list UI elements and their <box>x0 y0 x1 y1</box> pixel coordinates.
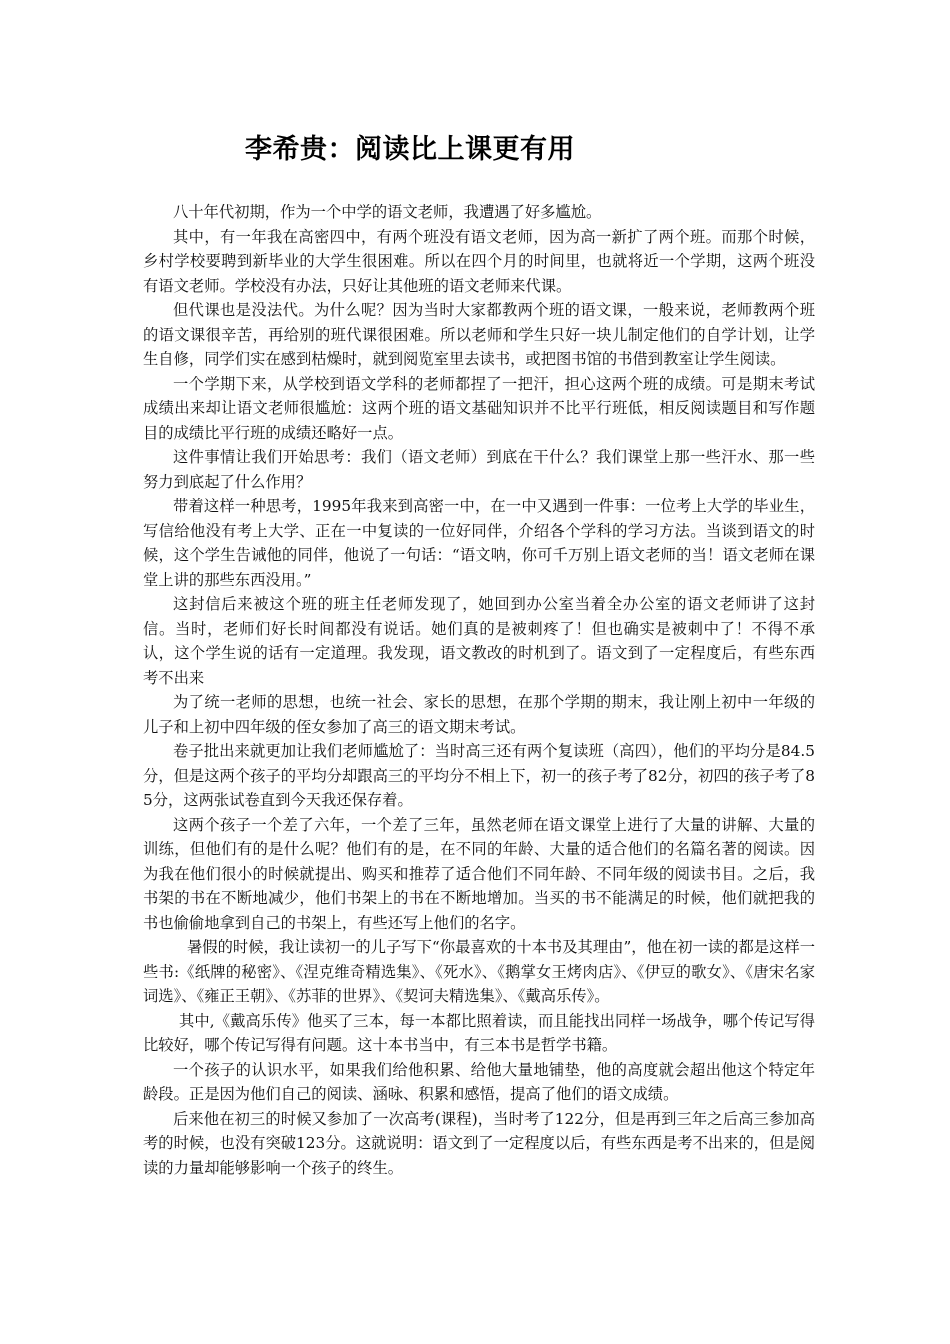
paragraph: 一个学期下来，从学校到语文学科的老师都捏了一把汗，担心这两个班的成绩。可是期末考试成绩出来却让语文老师很尴尬：这两个班的语文基础知识并不比平行班低，相反阅读题目和写作题目的成绩比平行班的成绩还略好一点。 <box>143 374 815 442</box>
paragraph: 八十年代初期，作为一个中学的语文老师，我遭遇了好多尴尬。 <box>173 203 602 221</box>
paragraph: 这两个孩子一个差了六年，一个差了三年，虽然老师在语文课堂上进行了大量的讲解、大量的训练，但他们有的是什么呢？他们有的是，在不同的年龄、大量的适合他们的名篇名著的阅读。因为我在他们很小的时候就提出、购买和推荐了适合他们不同年龄、不同年级的阅读书目。之后，我书架的书在不断地减少，他们书架上的书在不断地增加。当买的书不能满足的时候，他们就把我的书也偷偷地拿到自己的书架上，有些还写上他们的名字。 <box>143 815 815 932</box>
paragraph: 带着这样一种思考，1995年我来到高密一中，在一中又遇到一件事：一位考上大学的毕业生，写信给他没有考上大学、正在一中复读的一位好同伴，介绍各个学科的学习方法。当谈到语文的时候，这个学生告诫他的同伴，他说了一句话：“语文呐，你可千万别上语文老师的当！语文老师在课堂上讲的那些东西没用。” <box>143 497 815 589</box>
paragraph: 暑假的时候，我让读初一的儿子写下“你最喜欢的十本书及其理由”，他在初一读的都是这样一些书:《纸牌的秘密》、《涅克维奇精选集》、《死水》、《鹅掌女王烤肉店》、《伊豆的歌女》、《唐宋名家词选》、《雍正王朝》、《苏菲的世界》、《契诃夫精选集》、《戴高乐传》。 <box>143 938 815 1005</box>
paragraph: 后来他在初三的时候又参加了一次高考(课程)，当时考了122分，但是再到三年之后高三参加高考的时候，也没有突破123分。这就说明：语文到了一定程度以后，有些东西是考不出来的，但是阅读的力量却能够影响一个孩子的终生。 <box>143 1109 815 1177</box>
paragraph: 但代课也是没法代。为什么呢？因为当时大家都教两个班的语文课，一般来说，老师教两个班的语文课很辛苦，再给别的班代课很困难。所以老师和学生只好一块儿制定他们的自学计划，让学生自修，同学们实在感到枯燥时，就到阅览室里去读书，或把图书馆的书借到教室让学生阅读。 <box>143 301 815 368</box>
paragraph: 卷子批出来就更加让我们老师尴尬了：当时高三还有两个复读班（高四），他们的平均分是84.5分，但是这两个孩子的平均分却跟高三的平均分不相上下，初一的孩子考了82分，初四的孩子考了85分，这两张试卷直到今天我还保存着。 <box>143 742 815 809</box>
paragraph: 其中，有一年我在高密四中，有两个班没有语文老师，因为高一新扩了两个班。而那个时候，乡村学校要聘到新毕业的大学生很困难。所以在四个月的时间里，也就将近一个学期，这两个班没有语文老师。学校没有办法，只好让其他班的语文老师来代课。 <box>143 227 815 295</box>
paragraph: 一个孩子的认识水平，如果我们给他积累、给他大量地铺垫，他的高度就会超出他这个特定年龄段。正是因为他们自己的阅读、涵咏、积累和感悟，提高了他们的语文成绩。 <box>143 1060 815 1103</box>
article-body <box>143 200 815 1180</box>
paragraph: 这封信后来被这个班的班主任老师发现了，她回到办公室当着全办公室的语文老师讲了这封信。当时，老师们好长时间都没有说话。她们真的是被刺疼了！但也确实是被刺中了！不得不承认，这个学生说的话有一定道理。我发现，语文教改的时机到了。语文到了一定程度后，有些东西考不出来 <box>143 595 815 687</box>
paragraph: 为了统一老师的思想，也统一社会、家长的思想，在那个学期的期末，我让刚上初中一年级的儿子和上初中四年级的侄女参加了高三的语文期末考试。 <box>143 693 815 736</box>
article-title: 李希贵：阅读比上课更有用 <box>245 134 575 165</box>
paragraph: 这件事情让我们开始思考：我们（语文老师）到底在干什么？我们课堂上那一些汗水、那一些努力到底起了什么作用？ <box>143 448 815 491</box>
paragraph: 其中,《戴高乐传》他买了三本，每一本都比照着读，而且能找出同样一场战争，哪个传记写得比较好，哪个传记写得有问题。这十本书当中，有三本书是哲学书籍。 <box>143 1011 815 1054</box>
